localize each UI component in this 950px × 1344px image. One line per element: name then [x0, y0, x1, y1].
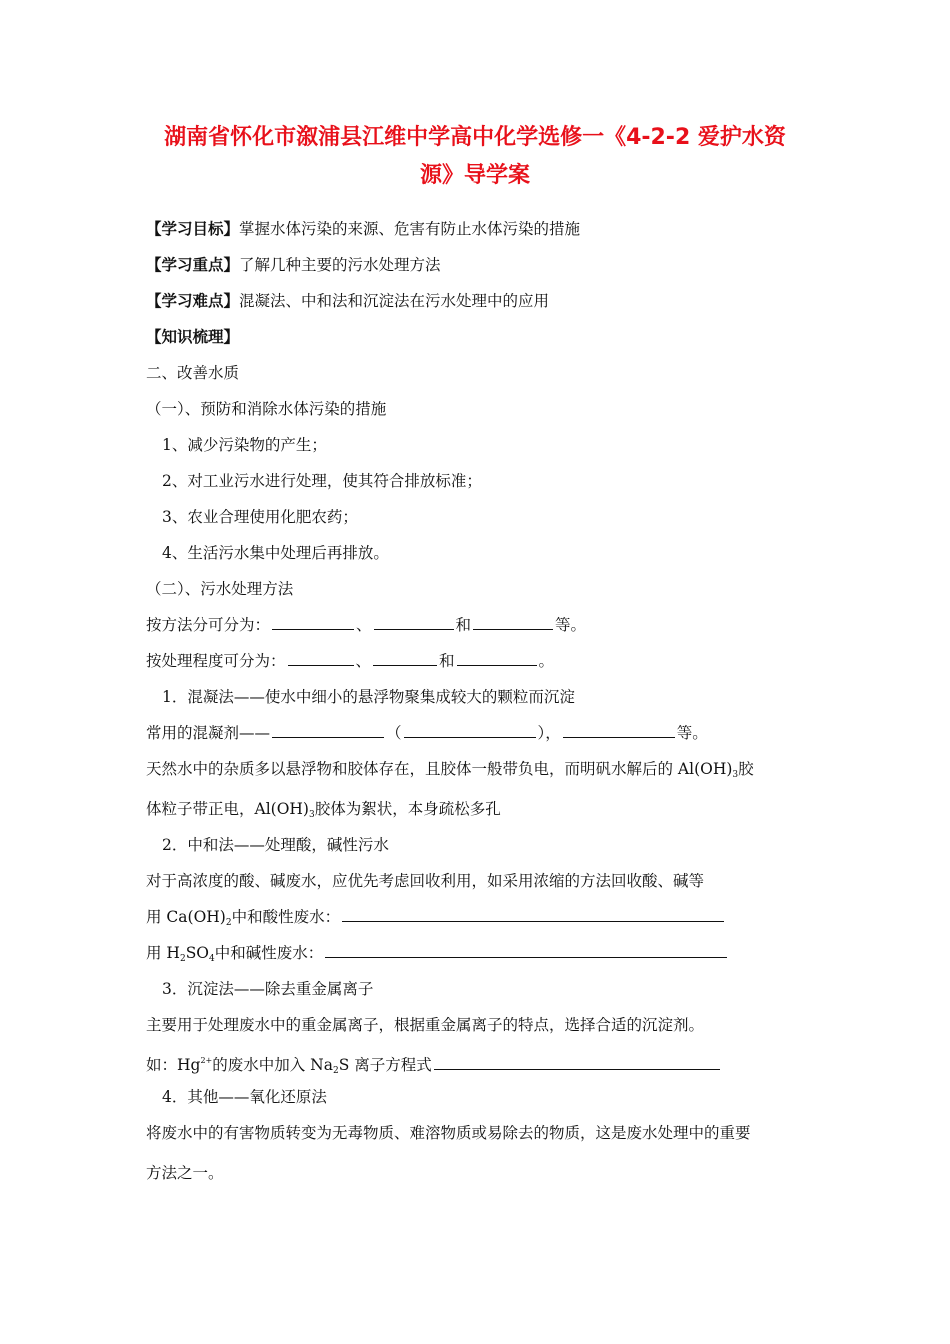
- title-line-2: 源》导学案: [419, 163, 530, 188]
- measure-item: 2、对工业污水进行处理，使其符合排放标准；: [162, 472, 482, 490]
- h2so4-equation-line: 用 H2SO4中和碱性废水：: [146, 943, 729, 969]
- method-classification-line: 按方法分可分为： 、 和 等。: [146, 616, 587, 634]
- measure-item: 4、生活污水集中处理后再排放。: [162, 544, 389, 562]
- method-3-heading: 3．沉淀法——除去重金属离子: [162, 980, 374, 998]
- key-point-label: 【学习重点】: [146, 255, 240, 274]
- difficulty-label: 【学习难点】: [146, 291, 240, 310]
- measure-item: 1、减少污染物的产生；: [162, 436, 327, 454]
- answer-blank[interactable]: [288, 651, 354, 666]
- key-point-text: 了解几种主要的污水处理方法: [239, 256, 441, 274]
- answer-blank[interactable]: [457, 651, 537, 666]
- explanation-line-2: 体粒子带正电，Al(OH)3胶体为絮状，本身疏松多孔: [146, 800, 501, 820]
- goal-text: 掌握水体污染的来源、危害有防止水体污染的措施: [239, 220, 581, 238]
- answer-blank[interactable]: [325, 943, 727, 958]
- degree-classification-line: 按处理程度可分为： 、 和 。: [146, 652, 555, 670]
- goal-label: 【学习目标】: [146, 219, 240, 238]
- title-line-1: 湖南省怀化市溆浦县江维中学高中化学选修一《4-2-2 爱护水资: [164, 125, 786, 150]
- key-point-line: [146, 255, 441, 275]
- ionic-equation-line: 如：$Hg^{2+}$的废水中加入 Na2S 离子方程式: [146, 1051, 722, 1081]
- other-note-line-1: 将废水中的有害物质转变为无毒物质、难溶物质或易除去的物质，这是废水处理中的重要: [146, 1124, 751, 1142]
- answer-blank[interactable]: [374, 615, 454, 630]
- answer-blank[interactable]: [473, 615, 553, 630]
- answer-blank[interactable]: [434, 1055, 720, 1070]
- knowledge-heading: 【知识梳理】: [146, 327, 240, 346]
- section-heading: 二、改善水质: [146, 364, 240, 382]
- precipitation-note: 主要用于处理废水中的重金属离子，根据重金属离子的特点，选择合适的沉淀剂。: [146, 1016, 705, 1034]
- coagulant-line: 常用的混凝剂—— （ ）， 等。: [146, 724, 708, 742]
- measure-item: 3、农业合理使用化肥农药；: [162, 508, 358, 526]
- page-title: [120, 119, 830, 195]
- explanation-line-1: 天然水中的杂质多以悬浮物和胶体存在，且胶体一般带负电，而明矾水解后的 Al(OH)3胶: [146, 760, 754, 780]
- answer-blank[interactable]: [404, 723, 536, 738]
- goal-line: [146, 219, 580, 239]
- difficulty-line: [146, 291, 549, 311]
- neutral-note: 对于高浓度的酸、碱废水，应优先考虑回收利用，如采用浓缩的方法回收酸、碱等: [146, 872, 705, 890]
- answer-blank[interactable]: [373, 651, 437, 666]
- method-1-heading: 1．混凝法——使水中细小的悬浮物聚集成较大的颗粒而沉淀: [162, 688, 575, 706]
- other-note-line-2: 方法之一。: [146, 1164, 224, 1182]
- difficulty-text: 混凝法、中和法和沉淀法在污水处理中的应用: [239, 292, 550, 310]
- answer-blank[interactable]: [272, 615, 354, 630]
- subsection-2-heading: （二）、污水处理方法: [146, 580, 294, 598]
- answer-blank[interactable]: [272, 723, 384, 738]
- subsection-1-heading: （一）、预防和消除水体污染的措施: [146, 400, 387, 418]
- answer-blank[interactable]: [563, 723, 675, 738]
- method-4-heading: 4．其他——氧化还原法: [162, 1088, 327, 1106]
- answer-blank[interactable]: [342, 907, 724, 922]
- caoh2-equation-line: 用 Ca(OH)2中和酸性废水：: [146, 907, 726, 933]
- method-2-heading: 2．中和法——处理酸，碱性污水: [162, 836, 389, 854]
